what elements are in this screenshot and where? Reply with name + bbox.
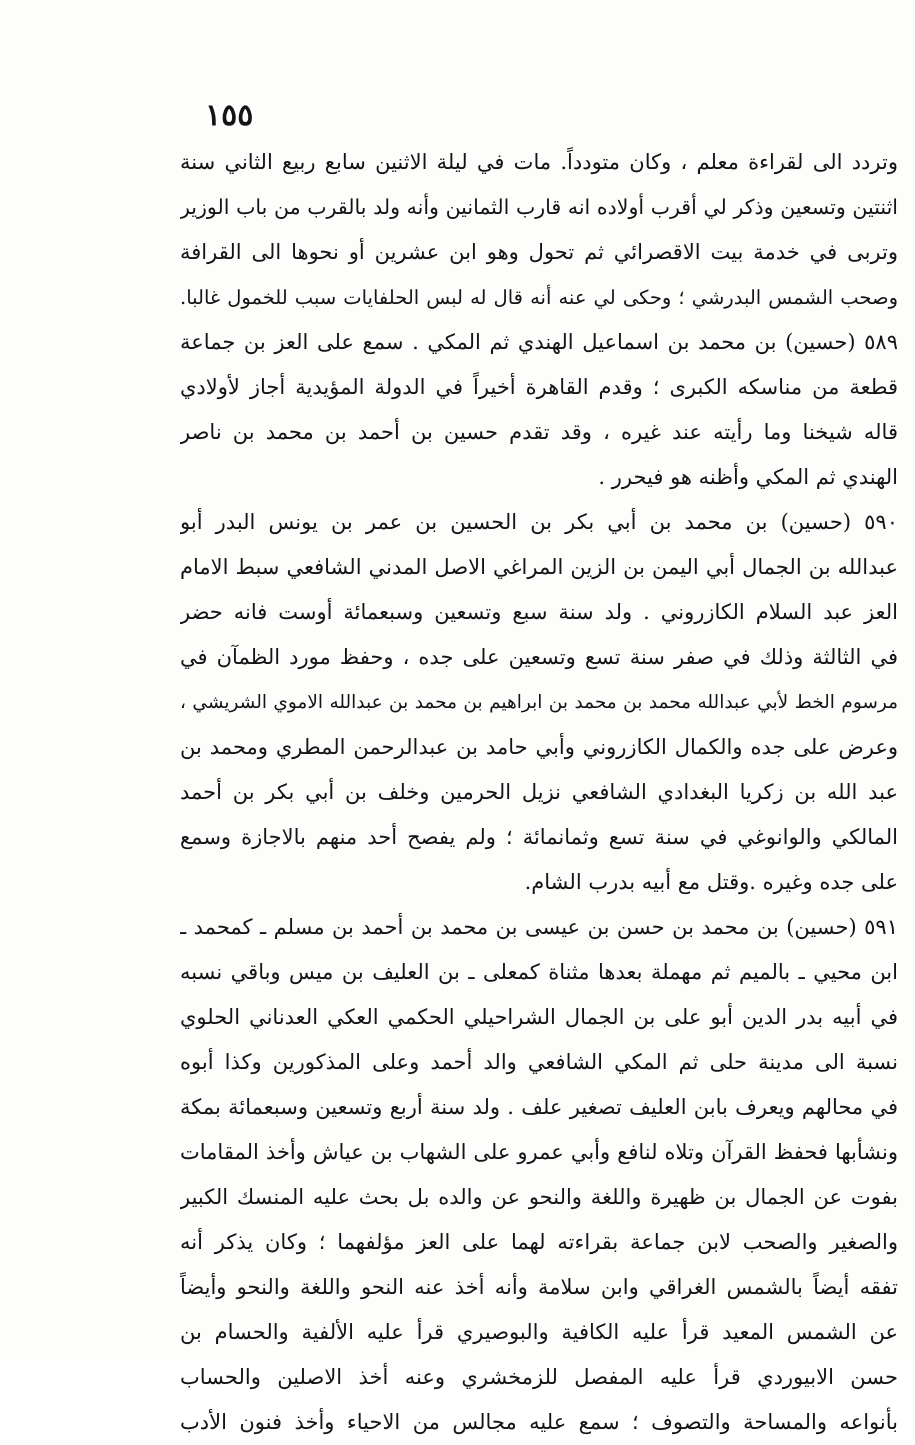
text-line: في الثالثة وذلك في صفر سنة تسع وتسعين على جده ، وحفظ مورد الظمآن في [180,645,898,669]
text-line: اثنتين وتسعين وذكر لي أقرب أولاده انه قارب الثمانين وأنه ولد بالقرب من باب الوزير [180,195,898,219]
text-line: حسن الابيوردي قرأ عليه المفصل للزمخشري وعنه أخذ الاصلين والحساب [180,1365,898,1389]
text-line: والصغير والصحب لابن جماعة بقراءته لهما على العز مؤلفهما ؛ وكان يذكر أنه [180,1230,898,1254]
entry-591-heading-line: ٥٩١ (حسين) بن محمد بن حسن بن عيسى بن محمد بن أحمد بن مسلم ـ كمحمد ـ [180,915,898,939]
text-line: قطعة من مناسكه الكبرى ؛ وقدم القاهرة أخيراً في الدولة المؤيدية أجاز لأولادي [180,375,898,399]
text-line: عبدالله بن الجمال أبي اليمن بن الزين المراغي الاصل المدني الشافعي سبط الامام [180,555,898,579]
text-line: عبد الله بن زكريا البغدادي الشافعي نزيل الحرمين وخلف بن أبي بكر بن أحمد [180,780,898,804]
text-line: بفوت عن الجمال بن ظهيرة واللغة والنحو عن والده بل بحث عليه المنسك الكبير [180,1185,898,1209]
text-line: وعرض على جده والكمال الكازروني وأبي حامد بن عبدالرحمن المطري ومحمد بن [180,735,898,759]
text-line: في محالهم ويعرف بابن العليف تصغير علف . ولد سنة أربع وتسعين وسبعمائة بمكة [180,1095,898,1119]
text-line: ونشأبها فحفظ القرآن وتلاه لنافع وأبي عمرو على الشهاب بن عياش وأخذ المقامات [180,1140,898,1164]
text-line: قاله شيخنا وما رأيته عند غيره ، وقد تقدم حسين بن أحمد بن محمد بن ناصر [180,420,898,444]
text-line: على جده وغيره .وقتل مع أبيه بدرب الشام. [524,870,898,894]
text-line: الهندي ثم المكي وأظنه هو فيحرر . [598,465,898,489]
text-line: ابن محيي ـ بالميم ثم مهملة بعدها مثناة كمعلى ـ بن العليف بن ميس وباقي نسبه [180,960,898,984]
text-line: عن الشمس المعيد قرأ عليه الكافية والبوصيري قرأ عليه الألفية والحسام بن [180,1320,898,1344]
text-line: مرسوم الخط لأبي عبدالله محمد بن محمد بن ابراهيم بن محمد بن عبدالله الاموي الشريشي ، [180,692,898,713]
entry-590-heading-line: ٥٩٠ (حسين) بن محمد بن أبي بكر بن الحسين بن عمر بن يونس البدر أبو [180,510,898,534]
text-line: العز عبد السلام الكازروني . ولد سنة سبع وتسعين وسبعمائة أوست فانه حضر [180,600,898,624]
text-line: وتربى في خدمة بيت الاقصرائي ثم تحول وهو ابن عشرين أو نحوها الى القرافة [180,240,898,264]
text-line: تفقه أيضاً بالشمس الغراقي وابن سلامة وأنه أخذ عنه النحو واللغة والنحو وأيضاً [180,1275,898,1299]
text-line: وتردد الى لقراءة معلم ، وكان متودداً. مات في ليلة الاثنين سابع ربيع الثاني سنة [180,150,898,174]
body-text [180,140,898,1445]
text-line: وصحب الشمس البدرشي ؛ وحكى لي عنه أنه قال له لبس الحلفايات سبب للخمول غالبا. [180,286,898,309]
text-line: المالكي والوانوغي في سنة تسع وثمانمائة ؛ ولم يفصح أحد منهم بالاجازة وسمع [180,825,898,849]
page-number: ١٥٥ [205,98,254,133]
text-line: نسبة الى مدينة حلى ثم المكي الشافعي والد أحمد وعلى المذكورين وكذا أبوه [180,1050,898,1074]
text-line: بأنواعه والمساحة والتصوف ؛ سمع عليه مجالس من الاحياء وأخذ فنون الأدب [180,1410,898,1434]
text-line: في أبيه بدر الدين أبو على بن الجمال الشراحيلي الحكمي العكي العدناني الحلوي [180,1005,898,1029]
entry-589-heading-line: ٥٨٩ (حسين) بن محمد بن اسماعيل الهندي ثم المكي . سمع على العز بن جماعة [180,330,898,354]
